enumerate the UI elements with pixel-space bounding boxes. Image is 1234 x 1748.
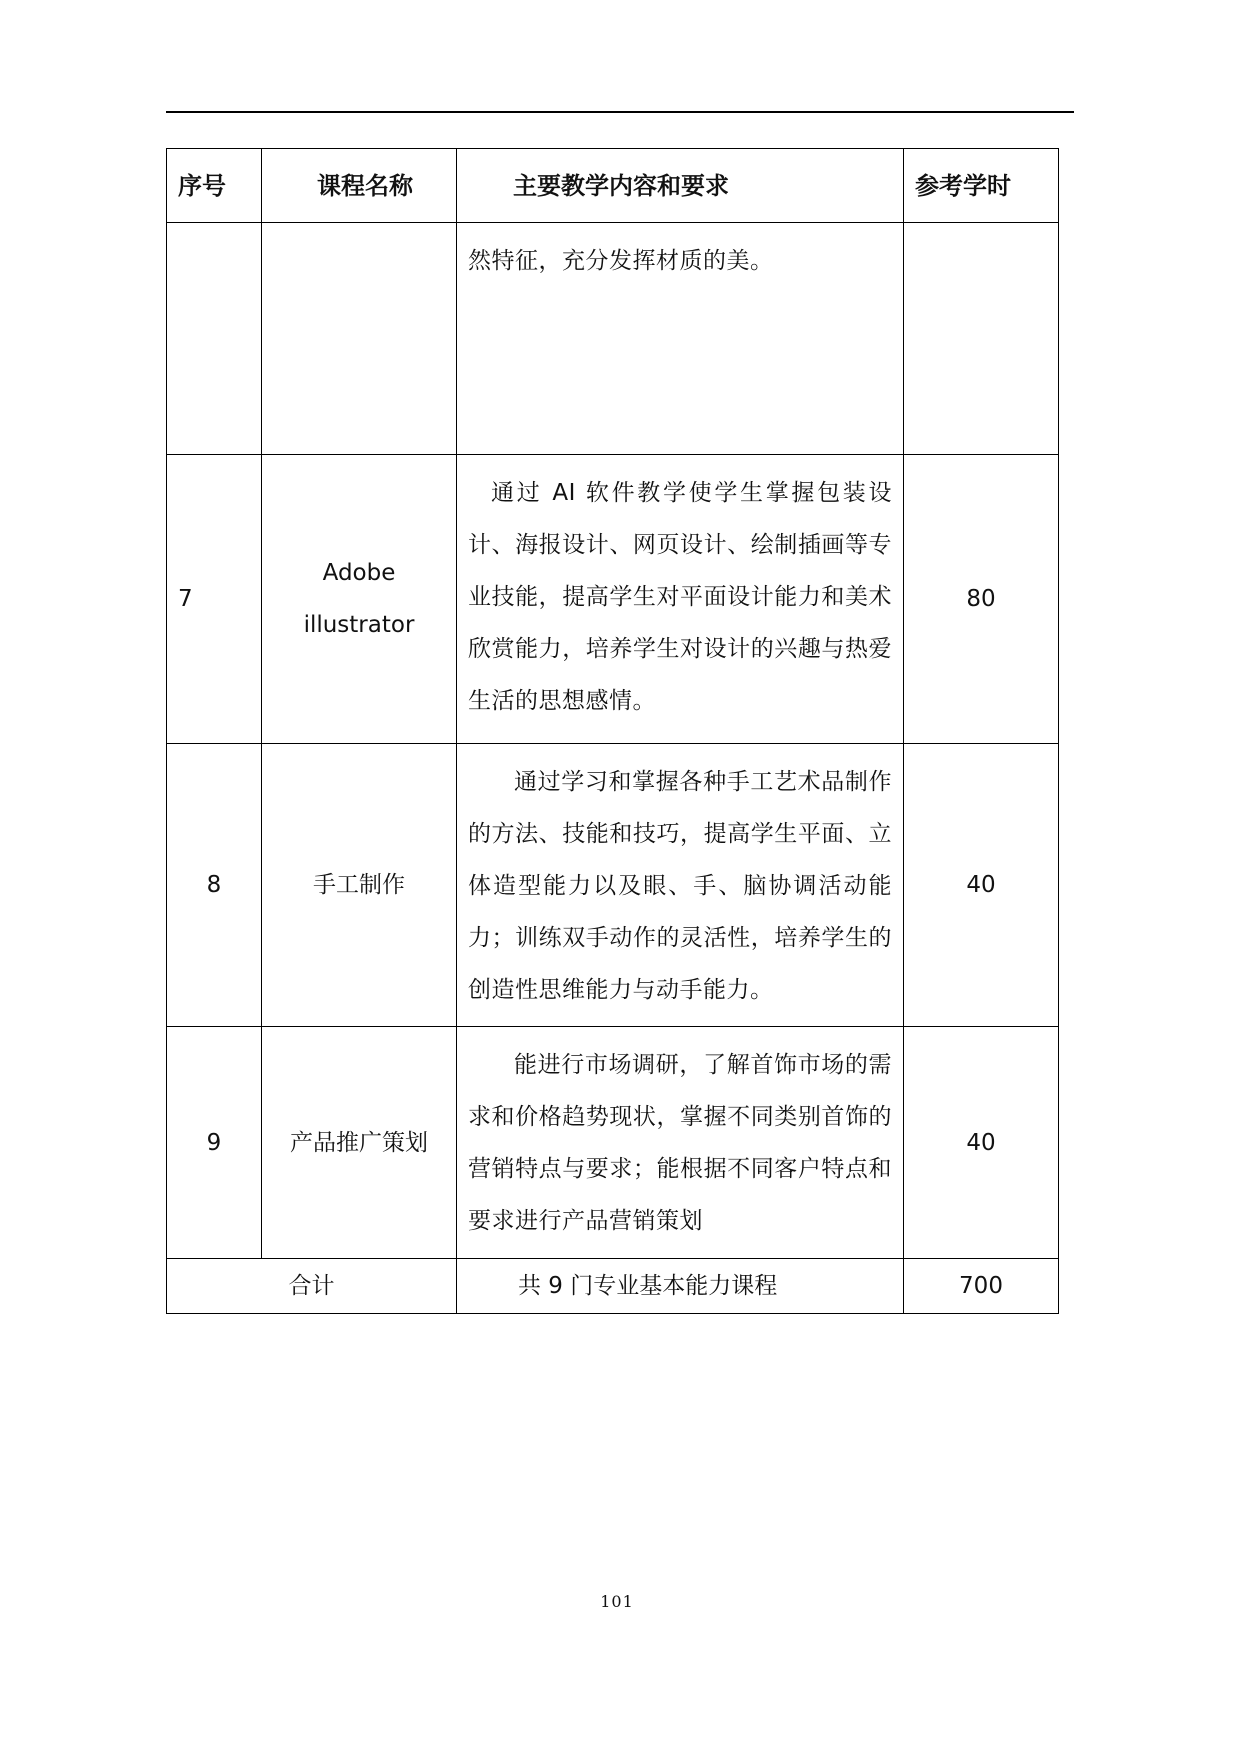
row-hours: 80 [904,455,1059,744]
row-course-name: 手工制作 [262,744,457,1027]
row-hours: 40 [904,744,1059,1027]
table-total-row [167,1259,1059,1314]
row-content: 通过学习和掌握各种手工艺术品制作的方法、技能和技巧，提高学生平面、立体造型能力以及眼、手、脑协调活动能力；训练双手动作的灵活性，培养学生的创造性思维能力与动手能力。 [457,744,904,1027]
cont-content-cell: 然特征，充分发挥材质的美。 [457,223,904,455]
total-hours: 700 [904,1259,1059,1314]
total-label: 合计 [167,1259,457,1314]
cont-name-cell [262,223,457,455]
row-seq: 7 [167,455,262,744]
total-summary: 共 9 门专业基本能力课程 [457,1259,904,1314]
row-course-name [262,455,457,744]
header-rule [166,111,1074,113]
header-course-name: 课程名称 [262,149,457,223]
table-row-continuation [167,223,1059,455]
header-seq: 序号 [167,149,262,223]
course-name-line: illustrator [303,612,415,638]
row-hours: 40 [904,1027,1059,1259]
table-row [167,455,1059,744]
table-header-row [167,149,1059,223]
row-seq: 8 [167,744,262,1027]
row-seq: 9 [167,1027,262,1259]
page-number: 101 [600,1592,634,1611]
cont-hours-cell [904,223,1059,455]
table-row [167,1027,1059,1259]
table-row [167,744,1059,1027]
row-course-name: 产品推广策划 [262,1027,457,1259]
row-content: 能进行市场调研，了解首饰市场的需求和价格趋势现状，掌握不同类别首饰的营销特点与要求；能根据不同客户特点和要求进行产品营销策划 [457,1027,904,1259]
course-name-line: Adobe [322,560,396,586]
cont-seq-cell [167,223,262,455]
header-content: 主要教学内容和要求 [457,149,904,223]
header-hours: 参考学时 [904,149,1059,223]
row-content: 通过 AI 软件教学使学生掌握包装设计、海报设计、网页设计、绘制插画等专业技能，提高学生对平面设计能力和美术欣赏能力，培养学生对设计的兴趣与热爱生活的思想感情。 [457,455,904,744]
course-table [166,148,1059,1314]
